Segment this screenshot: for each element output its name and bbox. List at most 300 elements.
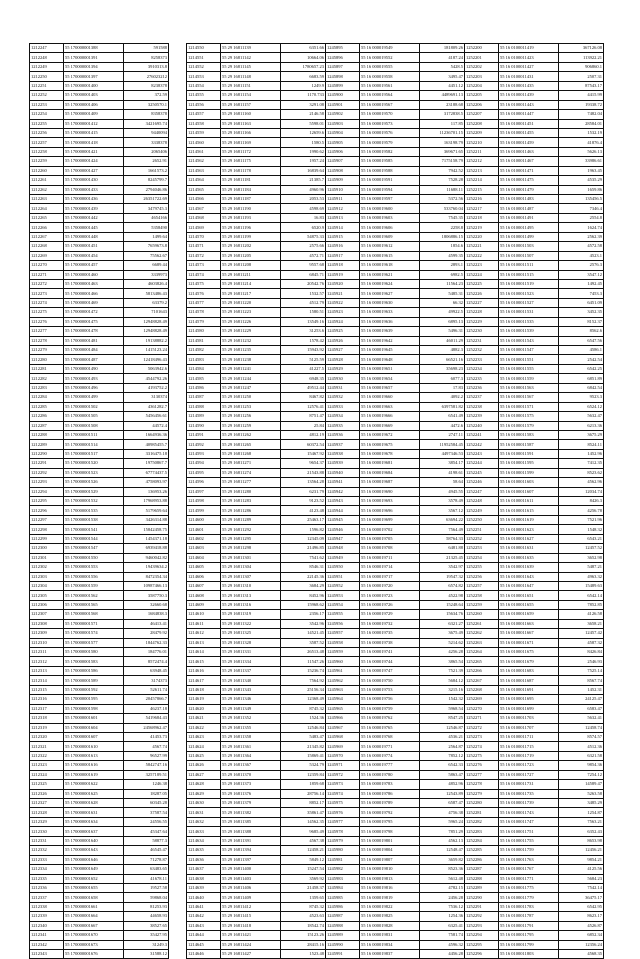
table-row <box>187 742 326 751</box>
row-id: 1214640 <box>187 893 221 902</box>
table-row <box>326 808 465 817</box>
amount: 4361282.7 <box>124 402 169 411</box>
account-number: 55 16 0100011695 <box>499 695 559 704</box>
table-row <box>465 581 604 590</box>
table-row <box>326 346 465 355</box>
account-number: 55 16 0100011503 <box>499 242 559 251</box>
row-id: 1245901 <box>326 100 360 109</box>
account-number: 55 16 000019783 <box>360 780 420 789</box>
account-number: 55 170000001613 <box>64 751 124 760</box>
account-number: 55 16 000019561 <box>360 81 420 90</box>
table-row <box>465 789 604 798</box>
row-id: 1252202 <box>465 62 499 71</box>
amount: 6325.41 <box>420 921 465 930</box>
account-number: 55 16 0100011515 <box>499 270 559 279</box>
row-id: 1245910 <box>326 185 360 194</box>
amount: 6321.27 <box>420 619 465 628</box>
account-number: 55 16 000019792 <box>360 808 420 817</box>
row-id: 1212261 <box>30 176 64 185</box>
row-id: 1245930 <box>326 374 360 383</box>
table-row <box>465 742 604 751</box>
account-number: 55 29 16811184 <box>221 185 281 194</box>
row-id: 1212323 <box>30 761 64 770</box>
row-id: 1252289 <box>465 883 499 892</box>
table-row <box>465 402 604 411</box>
table-row <box>326 487 465 496</box>
row-id: 1252262 <box>465 629 499 638</box>
row-id: 1212293 <box>30 478 64 487</box>
table-row <box>30 581 169 590</box>
row-id: 1245973 <box>326 780 360 789</box>
row-id: 1252282 <box>465 817 499 826</box>
amount: 6852.34 <box>559 931 604 940</box>
amount: 5456456.61 <box>124 412 169 421</box>
amount: 25463.17 <box>281 515 326 524</box>
amount: 7482.04 <box>559 110 604 119</box>
table-row <box>326 591 465 600</box>
table-row <box>187 412 326 421</box>
table-row <box>326 195 465 204</box>
row-id: 1214614 <box>187 648 221 657</box>
account-number: 55 29 16811298 <box>221 544 281 553</box>
amount: 12543.89 <box>420 789 465 798</box>
account-number: 55 29 16811166 <box>221 128 281 137</box>
row-id: 1214571 <box>187 242 221 251</box>
amount: 25.84 <box>281 421 326 430</box>
account-number: 55 16 0100011655 <box>499 600 559 609</box>
table-row <box>465 846 604 855</box>
table-row <box>187 525 326 534</box>
row-id: 1212284 <box>30 393 64 402</box>
amount: 4562.96 <box>559 478 604 487</box>
account-number: 55 29 16811379 <box>221 799 281 808</box>
amount: 8258373 <box>124 53 169 62</box>
account-number: 55 16 000019759 <box>360 704 420 713</box>
amount: 33986.61 <box>559 157 604 166</box>
account-number: 55 170000001625 <box>64 789 124 798</box>
amount: 28756.14 <box>281 789 326 798</box>
account-number: 55 16 000019645 <box>360 346 420 355</box>
amount: 5612.48 <box>420 874 465 883</box>
amount: 1452.96 <box>559 449 604 458</box>
table-row <box>187 817 326 826</box>
account-number: 55 16 000019579 <box>360 138 420 147</box>
account-number: 55 170000001535 <box>64 506 124 515</box>
amount: 533760.04 <box>420 204 465 213</box>
table-row <box>326 166 465 175</box>
row-id: 1214630 <box>187 799 221 808</box>
account-number: 55 16 000019702 <box>360 525 420 534</box>
table-row <box>326 81 465 90</box>
table-row <box>187 223 326 232</box>
account-number: 55 29 16811277 <box>221 478 281 487</box>
table-row <box>465 440 604 449</box>
row-id: 1245903 <box>326 119 360 128</box>
amount: 12368.49 <box>281 695 326 704</box>
account-number: 55 16 000019750 <box>360 676 420 685</box>
account-number: 55 29 16811169 <box>221 138 281 147</box>
row-id: 1214558 <box>187 119 221 128</box>
row-id: 1245924 <box>326 317 360 326</box>
account-number: 55 170000001622 <box>64 780 124 789</box>
amount: 23188.68 <box>420 100 465 109</box>
row-id: 1245957 <box>326 629 360 638</box>
table-row <box>187 931 326 940</box>
table-row <box>326 53 465 62</box>
table-row <box>30 100 169 109</box>
account-number: 55 16 0100011663 <box>499 619 559 628</box>
amount: 7942.52 <box>420 166 465 175</box>
amount: 5813486.43 <box>124 289 169 298</box>
account-number: 55 29 16811310 <box>221 581 281 590</box>
row-id: 1252266 <box>465 666 499 675</box>
amount: 16.83 <box>281 213 326 222</box>
row-id: 1252215 <box>465 185 499 194</box>
account-number: 55 16 0100011627 <box>499 534 559 543</box>
account-number: 55 16 0100011699 <box>499 704 559 713</box>
table-row <box>30 138 169 147</box>
account-number: 55 170000001619 <box>64 770 124 779</box>
amount: 8472354.34 <box>124 572 169 581</box>
table-row <box>187 110 326 119</box>
table-row <box>326 157 465 166</box>
amount: 66521.16 <box>420 355 465 364</box>
amount: 3854.17 <box>420 459 465 468</box>
table-row <box>30 893 169 902</box>
amount: 8238378 <box>124 81 169 90</box>
row-id: 1252217 <box>465 204 499 213</box>
row-id: 1212316 <box>30 695 64 704</box>
amount: 3547.12 <box>559 270 604 279</box>
row-id: 1214641 <box>187 902 221 911</box>
account-number: 55 16 0100011735 <box>499 789 559 798</box>
table-row <box>187 874 326 883</box>
row-id: 1245958 <box>326 638 360 647</box>
table-row <box>326 449 465 458</box>
account-number: 55 16 0100011547 <box>499 346 559 355</box>
row-id: 1245970 <box>326 751 360 760</box>
row-id: 1245964 <box>326 695 360 704</box>
amount: 1990.62 <box>281 147 326 156</box>
amount: 81253.93 <box>124 902 169 911</box>
table-row <box>187 544 326 553</box>
row-id: 1252237 <box>465 393 499 402</box>
table-row <box>30 110 169 119</box>
amount: 12948828.49 <box>124 317 169 326</box>
table-row <box>326 364 465 373</box>
table-row <box>187 213 326 222</box>
row-id: 1212258 <box>30 147 64 156</box>
account-number: 55 29 16811358 <box>221 732 281 741</box>
amount: 6213.36 <box>559 421 604 430</box>
table-row <box>30 251 169 260</box>
account-number: 55 29 16811145 <box>221 62 281 71</box>
account-number: 55 16 0100011787 <box>499 912 559 921</box>
row-id: 1212282 <box>30 374 64 383</box>
row-id: 1212274 <box>30 298 64 307</box>
table-row <box>465 289 604 298</box>
row-id: 1214638 <box>187 874 221 883</box>
row-id: 1214586 <box>187 383 221 392</box>
row-id: 1245949 <box>326 553 360 562</box>
row-id: 1245920 <box>326 279 360 288</box>
amount: 4472.6 <box>420 421 465 430</box>
row-id: 1212299 <box>30 534 64 543</box>
row-id: 1252248 <box>465 497 499 506</box>
row-id: 1245987 <box>326 912 360 921</box>
row-id: 1252225 <box>465 279 499 288</box>
table-row <box>187 497 326 506</box>
table-row <box>187 261 326 270</box>
row-id: 1245989 <box>326 931 360 940</box>
amount: 6939418.88 <box>124 544 169 553</box>
row-id: 1212255 <box>30 119 64 128</box>
account-number: 55 16 000019585 <box>360 157 420 166</box>
row-id: 1212272 <box>30 279 64 288</box>
amount: 32660.68 <box>124 600 169 609</box>
table-row <box>465 176 604 185</box>
row-id: 1252204 <box>465 81 499 90</box>
account-number: 55 29 16811259 <box>221 421 281 430</box>
table-row <box>187 657 326 666</box>
amount: 1659.86 <box>559 185 604 194</box>
amount: 2562.39 <box>559 232 604 241</box>
amount: 4256.28 <box>420 648 465 657</box>
account-number: 55 170000001463 <box>64 279 124 288</box>
account-number: 55 16 000019720 <box>360 581 420 590</box>
row-id: 1245918 <box>326 261 360 270</box>
account-number: 55 16 000019711 <box>360 553 420 562</box>
amount: 20542.76 <box>281 279 326 288</box>
table-row <box>30 223 169 232</box>
row-id: 1214639 <box>187 883 221 892</box>
account-number: 55 16 000019810 <box>360 865 420 874</box>
account-number: 55 16 0100011475 <box>499 176 559 185</box>
amount: 1499.64 <box>124 232 169 241</box>
amount: 12457.42 <box>559 629 604 638</box>
table-row <box>30 506 169 515</box>
table-row <box>30 515 169 524</box>
account-number: 55 16 0100011479 <box>499 185 559 194</box>
row-id: 1252239 <box>465 412 499 421</box>
row-id: 1214590 <box>187 421 221 430</box>
amount: 11952584.45 <box>420 440 465 449</box>
account-number: 55 29 16811199 <box>221 232 281 241</box>
account-number: 55 16 000019648 <box>360 355 420 364</box>
amount: 31249.3 <box>124 940 169 949</box>
row-id: 1252269 <box>465 695 499 704</box>
account-number: 55 16 0100011639 <box>499 563 559 572</box>
amount: 4567.74 <box>124 742 169 751</box>
table-row <box>187 72 326 81</box>
account-number: 55 170000001484 <box>64 346 124 355</box>
amount: 5214.62 <box>420 638 465 647</box>
account-number: 55 29 16811334 <box>221 657 281 666</box>
table-row <box>326 336 465 345</box>
row-id: 1212268 <box>30 242 64 251</box>
table-row <box>326 600 465 609</box>
amount: 12546.87 <box>420 723 465 732</box>
table-row <box>326 855 465 864</box>
row-id: 1212279 <box>30 346 64 355</box>
account-number: 55 16 0100011543 <box>499 336 559 345</box>
table-row <box>30 336 169 345</box>
table-row <box>187 789 326 798</box>
account-number: 55 16 0100011599 <box>499 468 559 477</box>
account-number: 55 16 0100011643 <box>499 572 559 581</box>
account-number: 55 29 16811205 <box>221 251 281 260</box>
row-id: 1212321 <box>30 742 64 751</box>
amount: 10987466.13 <box>124 581 169 590</box>
table-row <box>326 279 465 288</box>
amount: 11564.23 <box>420 279 465 288</box>
account-number: 55 170000001553 <box>64 563 124 572</box>
row-id: 1212304 <box>30 581 64 590</box>
row-id: 1214570 <box>187 232 221 241</box>
table-row <box>30 232 169 241</box>
row-id: 1214573 <box>187 261 221 270</box>
table-row <box>30 204 169 213</box>
amount: 59868.04 <box>124 893 169 902</box>
row-id: 1212311 <box>30 648 64 657</box>
account-number: 55 29 16811340 <box>221 676 281 685</box>
row-id: 1252250 <box>465 515 499 524</box>
row-id: 1214588 <box>187 402 221 411</box>
table-row <box>465 865 604 874</box>
row-id: 1214600 <box>187 515 221 524</box>
row-id: 1214599 <box>187 506 221 515</box>
account-number: 55 170000001424 <box>64 157 124 166</box>
amount: 4198.61 <box>420 468 465 477</box>
account-number: 55 16 000019654 <box>360 374 420 383</box>
row-id: 1252287 <box>465 865 499 874</box>
amount: 8524.11 <box>559 440 604 449</box>
row-id: 1212277 <box>30 327 64 336</box>
account-number: 55 16 000019552 <box>360 53 420 62</box>
account-number: 55 16 000019756 <box>360 695 420 704</box>
table-row <box>187 902 326 911</box>
table-row <box>30 610 169 619</box>
account-number: 55 29 16811196 <box>221 223 281 232</box>
account-number: 55 16 0100011611 <box>499 497 559 506</box>
table-row <box>30 157 169 166</box>
account-number: 55 29 16811376 <box>221 789 281 798</box>
amount: 1844762.33 <box>124 638 169 647</box>
amount: 117.85 <box>420 119 465 128</box>
amount: 12458.74 <box>559 723 604 732</box>
table-row <box>465 666 604 675</box>
account-number: 55 16 000019693 <box>360 497 420 506</box>
row-id: 1212303 <box>30 572 64 581</box>
table-row <box>30 685 169 694</box>
amount: 4963.32 <box>559 572 604 581</box>
account-number: 55 16 000019735 <box>360 629 420 638</box>
amount: 1532.19 <box>559 128 604 137</box>
amount: 87543.17 <box>559 81 604 90</box>
table-row <box>326 912 465 921</box>
row-id: 1214632 <box>187 817 221 826</box>
table-row <box>187 270 326 279</box>
account-number: 55 29 16811274 <box>221 468 281 477</box>
amount: 9654.37 <box>281 459 326 468</box>
table-row <box>326 468 465 477</box>
account-number: 55 29 16811382 <box>221 808 281 817</box>
account-number: 55 170000001670 <box>64 931 124 940</box>
account-number: 55 170000001514 <box>64 440 124 449</box>
row-id: 1214607 <box>187 581 221 590</box>
table-row <box>187 346 326 355</box>
amount: 21325.45 <box>420 553 465 562</box>
row-id: 1212290 <box>30 449 64 458</box>
account-number: 55 170000001388 <box>64 44 124 53</box>
account-number: 55 29 16811292 <box>221 525 281 534</box>
account-number: 55 29 16811355 <box>221 723 281 732</box>
account-number: 55 170000001466 <box>64 289 124 298</box>
row-id: 1252218 <box>465 213 499 222</box>
account-number: 55 170000001487 <box>64 355 124 364</box>
table-row <box>465 563 604 572</box>
row-id: 1212330 <box>30 827 64 836</box>
row-id: 1252265 <box>465 657 499 666</box>
table-row <box>465 459 604 468</box>
account-number: 55 29 16811280 <box>221 487 281 496</box>
table-row <box>326 506 465 515</box>
table-row <box>465 799 604 808</box>
amount: 4535.29 <box>559 176 604 185</box>
table-row <box>187 298 326 307</box>
account-number: 55 16 000019630 <box>360 298 420 307</box>
row-id: 1212329 <box>30 817 64 826</box>
account-number: 55 29 16811172 <box>221 147 281 156</box>
account-number: 55 16 000019558 <box>360 72 420 81</box>
amount: 6842.54 <box>559 383 604 392</box>
account-number: 55 170000001415 <box>64 128 124 137</box>
account-number: 55 16 0100011635 <box>499 553 559 562</box>
amount: 9557.68 <box>281 261 326 270</box>
account-number: 55 29 16811256 <box>221 412 281 421</box>
table-row <box>187 279 326 288</box>
amount: 136953.26 <box>124 487 169 496</box>
account-number: 55 29 16811304 <box>221 563 281 572</box>
row-id: 1245941 <box>326 478 360 487</box>
table-row <box>465 902 604 911</box>
row-id: 1212266 <box>30 223 64 232</box>
account-number: 55 170000001406 <box>64 100 124 109</box>
row-id: 1214612 <box>187 629 221 638</box>
row-id: 1214604 <box>187 553 221 562</box>
row-id: 1252206 <box>465 100 499 109</box>
table-row <box>187 600 326 609</box>
amount: 5372.56 <box>420 195 465 204</box>
row-id: 1252200 <box>465 44 499 53</box>
table-row <box>465 657 604 666</box>
amount: 4756.38 <box>420 808 465 817</box>
table-row <box>465 808 604 817</box>
table-row <box>187 364 326 373</box>
account-number: 55 16 000019636 <box>360 317 420 326</box>
row-id: 1252295 <box>465 940 499 949</box>
table-row <box>465 100 604 109</box>
row-id: 1252212 <box>465 157 499 166</box>
row-id: 1245905 <box>326 138 360 147</box>
amount: 9854.36 <box>559 761 604 770</box>
amount: 6321.58 <box>559 751 604 760</box>
row-id: 1212302 <box>30 563 64 572</box>
account-number: 55 170000001592 <box>64 685 124 694</box>
row-id: 1245953 <box>326 591 360 600</box>
amount: 12359.84 <box>281 770 326 779</box>
row-id: 1212313 <box>30 666 64 675</box>
